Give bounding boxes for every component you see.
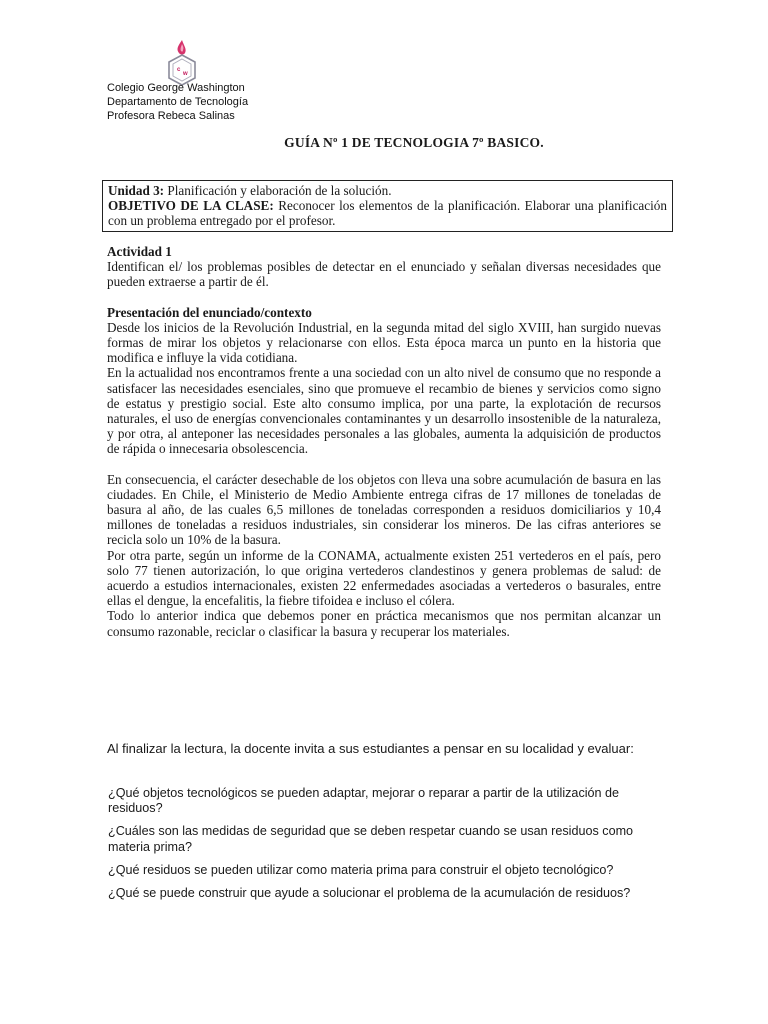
context-paragraph: Por otra parte, según un informe de la CONAMA, actualmente existen 251 vertederos en el país, pero solo 77 tienen autorización, lo que origina vertederos clandestinos y genera problemas de salud: de acuerdo a estudios internacionales, existen 22 enfermedades asociadas a vertederos o basurales, entre ellas el dengue, la encefalitis, la fiebre tifoidea e incluso el cólera. [107,547,661,609]
school-name: Colegio George Washington [107,82,245,94]
objective-label: OBJETIVO DE LA CLASE: [108,198,274,213]
closing-intro: Al finalizar la lectura, la docente invita a sus estudiantes a pensar en su localidad y evaluar: [107,741,634,756]
teacher-name: Profesora Rebeca Salinas [107,110,235,122]
question-item: ¿Qué objetos tecnológicos se pueden adaptar, mejorar o reparar a partir de la utilización de residuos? [108,786,620,816]
activity-heading: Actividad 1 [107,244,172,259]
context-paragraph: Todo lo anterior indica que debemos poner en práctica mecanismos que nos permitan alcanzar un consumo razonable, reciclar o clasificar la basura y recuperar los materiales. [107,608,661,639]
svg-text:w: w [183,71,188,77]
unit-label: Unidad 3: [108,183,165,198]
question-item: ¿Cuáles son las medidas de seguridad que se deben respetar cuando se usan residuos como materia prima? [108,824,634,854]
svg-text:c: c [177,67,181,73]
school-header [107,81,248,123]
objective-text: Reconocer los elementos de la planificación. Elaborar una planificación con un problema entregado por el profesor. [108,198,667,228]
context-paragraph: Desde los inicios de la Revolución Industrial, en la segunda mitad del siglo XVIII, han surgido nuevas formas de mirar los objetos y relacionarse con ellos. Esta época marca un punto en la historia que modifica e influye la vida cotidiana. [107,319,661,366]
context-heading: Presentación del enunciado/contexto [107,304,312,320]
question-item: ¿Qué se puede construir que ayude a solucionar el problema de la acumulación de residuos? [108,886,631,901]
page-title: GUÍA Nº 1 DE TECNOLOGIA 7º BASICO. [284,135,544,150]
department-name: Departamento de Tecnología [107,96,249,108]
activity-text: Identifican el/ los problemas posibles de detectar en el enunciado y señalan diversas necesidades que pueden extraerse a partir de él. [107,259,661,290]
unit-text: Planificación y elaboración de la solución. [164,183,392,198]
context-paragraph: En consecuencia, el carácter desechable de los objetos con lleva una sobre acumulación de basura en las ciudades. En Chile, el Ministerio de Medio Ambiente entrega cifras de 17 millones de toneladas de basura al año, de las cuales 6,5 millones de toneladas corresponden a residuos domiciliarios y 10,4 millones de toneladas a residuos industriales, sin considerar los mineros. De las cifras anteriores se recicla solo un 10% de la basura. [107,471,661,548]
context-paragraph: En la actualidad nos encontramos frente a una sociedad con un alto nivel de consumo que no responde a satisfacer las necesidades esenciales, sino que promueve el recambio de bienes y servicios como signo de estatus y prestigio social. Este alto consumo implica, por una parte, la explotación de recursos naturales, el uso de energías convencionales contaminantes y un desarrollo insostenible de la naturaleza, y por otra, al anteponer las necesidades personales a las globales, aumenta la adquisición de productos de rápida o innecesaria obsolescencia. [107,365,661,457]
unit-objective-box [102,180,673,232]
question-item: ¿Qué residuos se pueden utilizar como materia prima para construir el objeto tecnológico? [108,862,614,877]
main-content [107,244,661,639]
question-list [108,786,668,909]
